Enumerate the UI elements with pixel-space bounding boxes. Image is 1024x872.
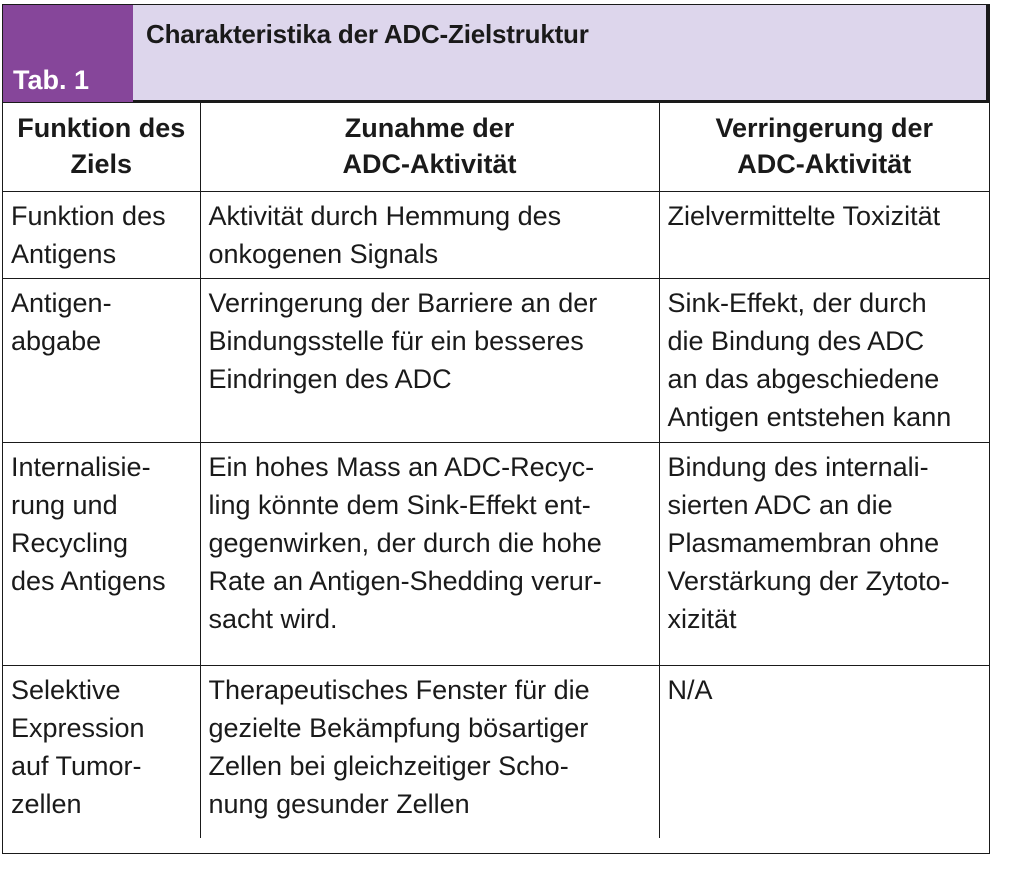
cell-decrease: N/A: [659, 666, 989, 839]
column-header-decrease: Verringerung der ADC-Aktivität: [659, 103, 989, 192]
cell-increase: Therapeutisches Fenster für die gezielte Bekämpfung bösartiger Zellen bei gleichzeitiger Scho- nung gesunder Zellen: [200, 666, 659, 839]
cell-function: Internalisie- rung und Recycling des Antigens: [3, 443, 200, 666]
table-row: [3, 666, 989, 839]
column-header-function: Funktion des Ziels: [3, 103, 200, 192]
table-number-label: [3, 5, 133, 102]
cell-function: Selektive Expression auf Tumor- zellen: [3, 666, 200, 839]
table-row: [3, 279, 989, 443]
cell-increase: Ein hohes Mass an ADC-Recyc- ling könnte dem Sink-Effekt ent- gegenwirken, der durch die hohe Rate an Antigen-Shedding verur- sacht wird.: [200, 443, 659, 666]
table-title: Charakteristika der ADC-Zielstruktur: [146, 19, 589, 49]
table-header-banner: [3, 5, 989, 102]
cell-function: Antigen- abgabe: [3, 279, 200, 443]
table-row: [3, 192, 989, 279]
table-row: [3, 443, 989, 666]
cell-decrease: Bindung des internali- sierten ADC an die Plasmamembran ohne Verstärkung der Zytoto- xizität: [659, 443, 989, 666]
cell-decrease: Sink-Effekt, der durch die Bindung des ADC an das abgeschiedene Antigen entstehen kann: [659, 279, 989, 443]
table-frame: [2, 4, 990, 854]
cell-increase: Verringerung der Barriere an der Bindungsstelle für ein besseres Eindringen des ADC: [200, 279, 659, 443]
column-header-increase: Zunahme der ADC-Aktivität: [200, 103, 659, 192]
table-header-row: [3, 103, 989, 192]
cell-increase: Aktivität durch Hemmung des onkogenen Signals: [200, 192, 659, 279]
cell-decrease: Zielvermittelte Toxizität: [659, 192, 989, 279]
cell-function: Funktion des Antigens: [3, 192, 200, 279]
adc-target-table: [3, 102, 989, 838]
table-number-text: Tab. 1: [13, 65, 90, 95]
